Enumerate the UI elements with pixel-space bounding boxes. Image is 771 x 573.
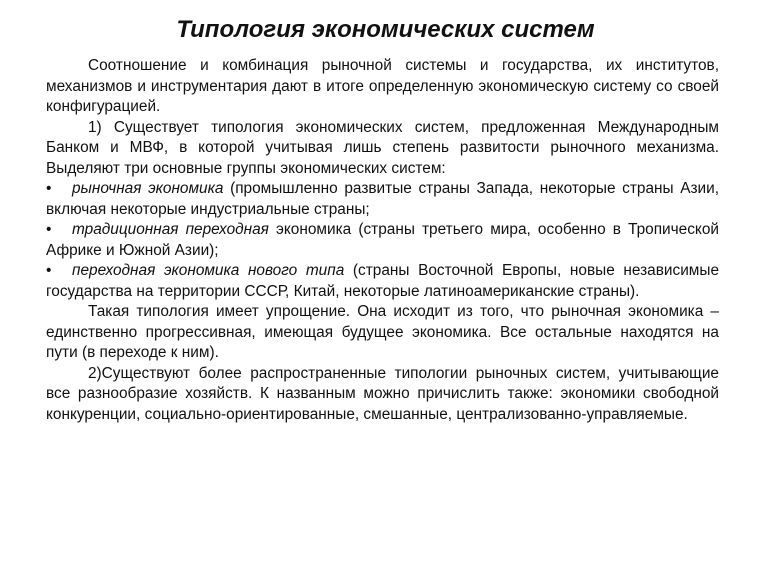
bullet-term: переходная экономика нового типа <box>72 262 345 279</box>
bullet-icon: • <box>46 180 52 197</box>
bullet-icon: • <box>46 262 52 279</box>
bullet-term: традиционная переходная <box>72 221 269 238</box>
bullet-market-economy <box>46 179 719 220</box>
bullet-term: рыночная экономика <box>72 180 224 197</box>
slide-title: Типология экономических систем <box>176 16 595 43</box>
bullet-text: (промышленно развитые страны Запада, некоторые страны Азии, включая некоторые индустриальные страны; <box>46 180 719 218</box>
typology-point-1: 1) Существует типология экономических систем, предложенная Международным Банком и МВФ, в которой учитывая лишь степень развитости рыночного механизма. Выделяют три основные группы экономических систем: <box>46 118 719 177</box>
simplification-paragraph: Такая типология имеет упрощение. Она исходит из того, что рыночная экономика – единственно прогрессивная, имеющая будущее экономика. Все остальные находятся на пути (в переходе к ним). <box>46 303 719 361</box>
bullet-text: экономика (страны третьего мира, особенно в Тропической Африке и Южной Азии); <box>46 221 719 259</box>
intro-paragraph: Соотношение и комбинация рыночной системы и государства, их институтов, механизмов и инструментария дают в итоге определенную экономическую систему со своей конфигурацией. <box>46 57 719 115</box>
typology-point-2: 2)Существуют более распространенные типологии рыночных систем, учитывающие все разнообразие хозяйств. К названным можно причислить также: экономики свободной конкуренции, социально-ориентированные, смешанные, централизованно-управляемые. <box>46 364 719 423</box>
bullet-new-transition <box>46 261 719 302</box>
slide-body <box>46 56 719 425</box>
bullet-text: (страны Восточной Европы, новые независимые государства на территории СССР, Китай, некоторые латиноамериканские страны). <box>46 262 719 300</box>
bullet-icon: • <box>46 221 52 238</box>
bullet-traditional-transition <box>46 220 719 261</box>
